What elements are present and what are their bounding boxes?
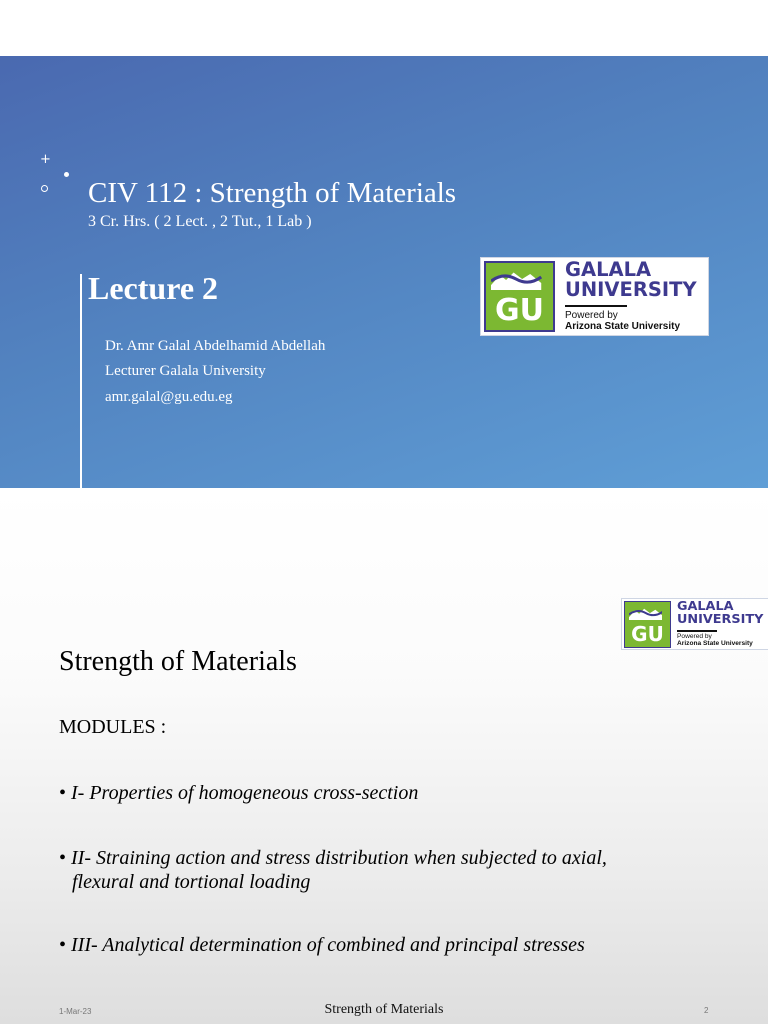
modules-heading: MODULES : xyxy=(59,716,167,738)
lecture-title: Lecture 2 xyxy=(88,270,219,306)
partner-name: Arizona State University xyxy=(565,321,681,332)
modules-slide xyxy=(0,488,768,1024)
bullet-dot-icon: • xyxy=(59,847,67,869)
logo-name-line2: UNIVERSITY xyxy=(565,277,697,301)
footer-title: Strength of Materials xyxy=(324,1002,444,1017)
lecturer-name: Dr. Amr Galal Abdelhamid Abdellah xyxy=(105,338,326,354)
logo-name-line1: GALALA xyxy=(677,599,734,614)
gu-logo-mark-icon xyxy=(484,261,555,332)
logo-name xyxy=(677,600,763,626)
powered-by-label: Powered by xyxy=(565,310,618,321)
module-bullet xyxy=(59,781,418,805)
module-bullet xyxy=(59,846,607,894)
slide-title: Strength of Materials xyxy=(59,646,297,677)
plus-decoration-icon: + xyxy=(40,152,51,167)
powered-by-label: Powered by xyxy=(677,633,712,640)
module-bullet xyxy=(59,933,585,957)
logo-mark-text: GU xyxy=(631,622,664,647)
logo-divider xyxy=(565,305,627,307)
mountain-wave-icon xyxy=(629,607,663,621)
page-number: 2 xyxy=(704,1006,709,1015)
logo-name-line2: UNIVERSITY xyxy=(677,612,764,628)
mountain-wave-icon xyxy=(491,270,541,290)
accent-divider-line xyxy=(80,274,82,488)
lecturer-email: amr.galal@gu.edu.eg xyxy=(105,389,233,405)
logo-powered-by xyxy=(677,633,753,648)
logo-powered-by xyxy=(565,310,680,332)
galala-university-logo-small xyxy=(621,598,768,650)
module-text-continuation: flexural and tortional loading xyxy=(72,871,311,893)
bullet-dot-icon: • xyxy=(59,782,67,804)
logo-name xyxy=(565,260,697,300)
module-text: I- Properties of homogeneous cross-section xyxy=(71,782,419,804)
footer-date: 1-Mar-23 xyxy=(59,1007,92,1016)
module-text: II- Straining action and stress distribution when subjected to axial, xyxy=(71,847,607,869)
logo-divider xyxy=(677,630,717,632)
dot-decoration-icon xyxy=(64,172,69,177)
course-credit-hours: 3 Cr. Hrs. ( 2 Lect. , 2 Tut., 1 Lab ) xyxy=(88,213,312,230)
logo-mark-text: GU xyxy=(495,292,544,328)
galala-university-logo xyxy=(480,257,709,336)
partner-name: Arizona State University xyxy=(677,640,753,648)
bullet-dot-icon: • xyxy=(59,934,67,956)
lecturer-role: Lecturer Galala University xyxy=(105,363,266,379)
module-text: III- Analytical determination of combined and principal stresses xyxy=(71,934,585,956)
logo-name-line1: GALALA xyxy=(565,258,652,281)
ring-decoration-icon xyxy=(41,185,48,192)
course-title: CIV 112 : Strength of Materials xyxy=(88,177,457,209)
gu-logo-mark-icon xyxy=(624,601,671,648)
title-slide xyxy=(0,56,768,488)
